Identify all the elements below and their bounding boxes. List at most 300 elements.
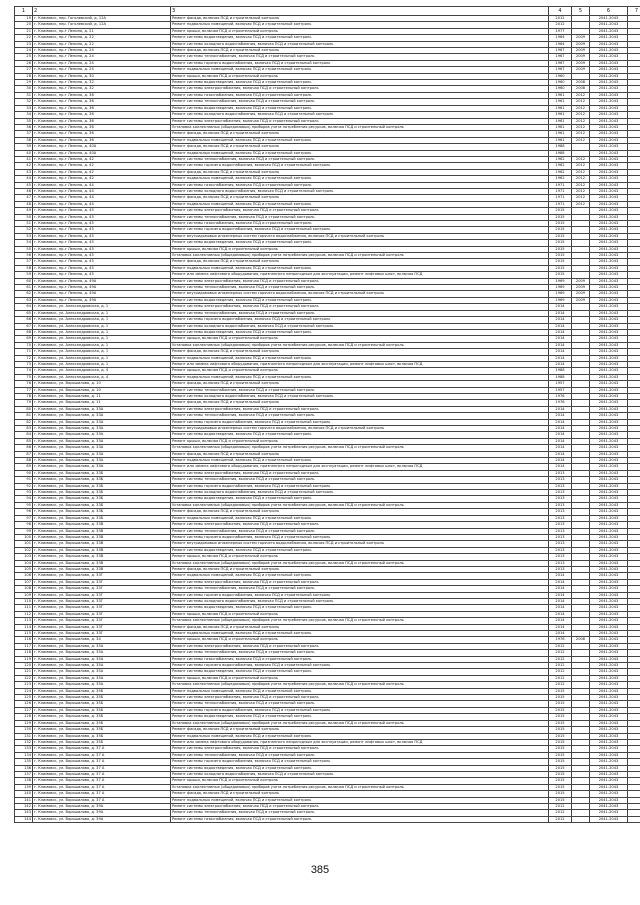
- row-number-cell: 123: [15, 682, 33, 688]
- planned-period-cell: 2041-2043: [590, 592, 628, 598]
- work-type-cell: Ремонт системы электроснабжения, включая ПСД и строительный контроль: [171, 86, 549, 92]
- row-number-cell: 21: [15, 28, 33, 34]
- year-built-cell: 1967: [549, 48, 572, 54]
- address-cell: г. Климовск, пр-т Ленина, д. 36: [33, 112, 171, 118]
- work-type-cell: Ремонт крыши, включая ПСД и строительный контроль: [171, 28, 549, 34]
- planned-period-cell: 2041-2043: [590, 707, 628, 713]
- year-built-cell: 2014: [549, 310, 572, 316]
- row-number-cell: 63: [15, 297, 33, 303]
- year-overhaul-cell: 2012: [572, 92, 590, 98]
- row-number-cell: 120: [15, 663, 33, 669]
- year-built-cell: 2015: [549, 707, 572, 713]
- year-built-cell: 2015: [549, 778, 572, 784]
- address-cell: г. Климовск, ул. Ворошилова, д. 35А: [33, 675, 171, 681]
- address-cell: г. Климовск, ул. Ворошилова, д. 33Б: [33, 496, 171, 502]
- row-number-cell: 139: [15, 784, 33, 790]
- year-built-cell: 1962: [549, 176, 572, 182]
- work-type-cell: Ремонт внутридомовых инженерных систем горячего водоснабжения, включая ПСД и строительный контроль: [171, 541, 549, 547]
- address-cell: г. Климовск, пр-т Ленина, д. 44: [33, 182, 171, 188]
- year-overhaul-cell: 2012: [572, 156, 590, 162]
- work-type-cell: Ремонт крыши, включая ПСД и строительный контроль: [171, 675, 549, 681]
- year-built-cell: 1961: [549, 131, 572, 137]
- planned-period-cell: 2041-2043: [590, 560, 628, 566]
- planned-period-cell: 2041-2043: [590, 496, 628, 502]
- year-built-cell: 1960: [549, 73, 572, 79]
- planned-period-cell: 2041-2043: [590, 60, 628, 66]
- planned-period-cell: 2041-2043: [590, 631, 628, 637]
- planned-period-cell: 2041-2043: [590, 759, 628, 765]
- year-built-cell: 1960: [549, 80, 572, 86]
- planned-period-cell: 2041-2043: [590, 304, 628, 310]
- planned-period-cell: 2041-2043: [590, 637, 628, 643]
- row-number-cell: 39: [15, 144, 33, 150]
- planned-period-cell: 2041-2043: [590, 265, 628, 271]
- row-number-cell: 71: [15, 349, 33, 355]
- address-cell: г. Климовск, пр-т Ленина, д. 36: [33, 124, 171, 130]
- address-cell: г. Климовск, ул. Ворошилова, д. 33Г: [33, 592, 171, 598]
- year-built-cell: 2014: [549, 445, 572, 451]
- year-built-cell: 2014: [549, 624, 572, 630]
- year-built-cell: 2014: [549, 413, 572, 419]
- row-number-cell: 125: [15, 695, 33, 701]
- year-built-cell: 2013: [549, 522, 572, 528]
- work-type-cell: Ремонт системы холодного водоснабжения, включая ПСД и строительный контроль: [171, 393, 549, 399]
- planned-period-cell: 2041-2043: [590, 778, 628, 784]
- planned-period-cell: 2041-2043: [590, 246, 628, 252]
- year-overhaul-cell: 2012: [572, 201, 590, 207]
- work-type-cell: Ремонт системы горячего водоснабжения, включая ПСД и строительный контроль: [171, 317, 549, 323]
- work-type-cell: Ремонт фасада, включая ПСД и строительный контроль: [171, 791, 549, 797]
- year-built-cell: 2015: [549, 240, 572, 246]
- row-number-cell: 29: [15, 80, 33, 86]
- year-built-cell: 1976: [549, 393, 572, 399]
- planned-period-cell: 2041-2043: [590, 35, 628, 41]
- row-number-cell: 37: [15, 131, 33, 137]
- planned-period-cell: 2041-2043: [590, 124, 628, 130]
- row-number-cell: 104: [15, 560, 33, 566]
- planned-period-cell: 2041-2043: [590, 598, 628, 604]
- address-cell: г. Климовск, ул. Ворошилова, д. 35А: [33, 656, 171, 662]
- row-number-cell: 96: [15, 509, 33, 515]
- planned-period-cell: 2041-2043: [590, 150, 628, 156]
- row-number-cell: 44: [15, 176, 33, 182]
- planned-period-cell: 2041-2043: [590, 355, 628, 361]
- planned-period-cell: 2041-2043: [590, 502, 628, 508]
- address-cell: г. Климовск, пр-т Ленина, д. 44: [33, 201, 171, 207]
- address-cell: г. Климовск, ул. Ворошилова, д. 35А: [33, 650, 171, 656]
- column-number-row: [15, 7, 640, 16]
- row-number-cell: 77: [15, 387, 33, 393]
- address-cell: г. Климовск, ул. Ворошилова, д. 33Г: [33, 605, 171, 611]
- row-number-cell: 32: [15, 99, 33, 105]
- work-type-cell: Установка коллективных (общедомовых) приборов учета потребления ресурсов, включая ПСД и строительный контроль: [171, 784, 549, 790]
- address-cell: г. Климовск, ул. Ворошилова, д. 35Б: [33, 714, 171, 720]
- year-built-cell: 2014: [549, 592, 572, 598]
- planned-period-cell: 2041-2043: [590, 80, 628, 86]
- year-built-cell: 2012: [549, 675, 572, 681]
- address-cell: г. Климовск, пр-т Ленина, д. 45: [33, 272, 171, 278]
- year-built-cell: 1988: [549, 144, 572, 150]
- row-number-cell: 38: [15, 137, 33, 143]
- work-type-cell: Ремонт системы водоотведения, включая ПСД и строительный контроль: [171, 432, 549, 438]
- year-built-cell: 2013: [549, 528, 572, 534]
- address-cell: г. Климовск, пр-т Ленина, д. 45: [33, 233, 171, 239]
- row-number-cell: 135: [15, 759, 33, 765]
- work-type-cell: Установка коллективных (общедомовых) приборов учета потребления ресурсов, включая ПСД и строительный контроль: [171, 682, 549, 688]
- year-built-cell: 2015: [549, 746, 572, 752]
- work-type-cell: Ремонт системы электроснабжения, включая ПСД и строительный контроль: [171, 643, 549, 649]
- address-cell: г. Климовск, ул. Ворошилова, д. 33А: [33, 413, 171, 419]
- work-type-cell: Ремонт системы газоснабжения, включая ПСД и строительный контроль: [171, 221, 549, 227]
- work-type-cell: Ремонт крыши, включая ПСД и строительный контроль: [171, 611, 549, 617]
- year-built-cell: 1961: [549, 118, 572, 124]
- address-cell: г. Климовск, ул. Ворошилова, д. 11: [33, 400, 171, 406]
- year-overhaul-cell: 2012: [572, 112, 590, 118]
- year-built-cell: 2015: [549, 272, 572, 278]
- row-number-cell: 20: [15, 22, 33, 28]
- row-number-cell: 52: [15, 227, 33, 233]
- address-cell: г. Климовск, ул. Ворошилова, д. 35Б: [33, 707, 171, 713]
- row-number-cell: 87: [15, 451, 33, 457]
- year-built-cell: 1977: [549, 28, 572, 34]
- planned-period-cell: 2041-2043: [590, 477, 628, 483]
- column-header: 1: [15, 7, 33, 16]
- year-built-cell: 2015: [549, 701, 572, 707]
- page-number: 385: [310, 864, 330, 876]
- year-built-cell: 2013: [549, 515, 572, 521]
- year-overhaul-cell: 2012: [572, 182, 590, 188]
- work-type-cell: Ремонт системы электроснабжения, включая ПСД и строительный контроль: [171, 579, 549, 585]
- work-type-cell: Ремонт системы холодного водоснабжения, включая ПСД и строительный контроль: [171, 188, 549, 194]
- planned-period-cell: 2041-2043: [590, 221, 628, 227]
- planned-period-cell: 2041-2043: [590, 515, 628, 521]
- planned-period-cell: 2041-2043: [590, 201, 628, 207]
- row-number-cell: 79: [15, 400, 33, 406]
- planned-period-cell: 2041-2043: [590, 791, 628, 797]
- year-built-cell: 2015: [549, 253, 572, 259]
- address-cell: г. Климовск, ул. Ворошилова, д. 37 А: [33, 759, 171, 765]
- row-number-cell: 23: [15, 41, 33, 47]
- work-type-cell: Ремонт системы теплоснабжения, включая ПСД и строительный контроль: [171, 285, 549, 291]
- planned-period-cell: 2041-2043: [590, 784, 628, 790]
- address-cell: г. Климовск, ул. Ворошилова, д. 37 А: [33, 784, 171, 790]
- planned-period-cell: 2041-2043: [590, 227, 628, 233]
- planned-period-cell: 2041-2043: [590, 144, 628, 150]
- address-cell: г. Климовск, ул. Ворошилова, д. 39А: [33, 810, 171, 816]
- row-number-cell: 112: [15, 611, 33, 617]
- year-built-cell: 1969: [549, 278, 572, 284]
- row-number-cell: 59: [15, 272, 33, 278]
- planned-period-cell: 2041-2043: [590, 605, 628, 611]
- year-built-cell: 2012: [549, 816, 572, 822]
- work-type-cell: Ремонт системы холодного водоснабжения, включая ПСД и строительный контроль: [171, 598, 549, 604]
- row-number-cell: 101: [15, 541, 33, 547]
- address-cell: г. Климовск, пр-т Ленина, д. 45: [33, 227, 171, 233]
- row-number-cell: 53: [15, 233, 33, 239]
- year-built-cell: 2015: [549, 759, 572, 765]
- row-number-cell: 66: [15, 317, 33, 323]
- planned-period-cell: 2041-2043: [590, 816, 628, 822]
- work-type-cell: Ремонт подвальных помещений, включая ПСД и строительный контроль: [171, 67, 549, 73]
- year-overhaul-cell: 2008: [572, 80, 590, 86]
- year-built-cell: 2012: [549, 22, 572, 28]
- row-number-cell: 27: [15, 67, 33, 73]
- year-built-cell: 1967: [549, 54, 572, 60]
- row-number-cell: 118: [15, 650, 33, 656]
- address-cell: г. Климовск, ул. Ворошилова, д. 33Б: [33, 502, 171, 508]
- work-type-cell: Ремонт фасада, включая ПСД и строительный контроль: [171, 566, 549, 572]
- work-type-cell: Ремонт системы горячего водоснабжения, включая ПСД и строительный контроль: [171, 227, 549, 233]
- row-number-cell: 47: [15, 195, 33, 201]
- row-number-cell: 36: [15, 124, 33, 130]
- address-cell: г. Климовск, ул. Ворошилова, д. 35Б: [33, 695, 171, 701]
- row-number-cell: 127: [15, 707, 33, 713]
- planned-period-cell: 2041-2043: [590, 522, 628, 528]
- planned-period-cell: 2041-2043: [590, 41, 628, 47]
- planned-period-cell: 2041-2043: [590, 156, 628, 162]
- address-cell: г. Климовск, пр-т Ленина, д. 40А: [33, 144, 171, 150]
- year-built-cell: 1962: [549, 169, 572, 175]
- year-built-cell: 2015: [549, 265, 572, 271]
- planned-period-cell: 2041-2043: [590, 342, 628, 348]
- year-built-cell: 1961: [549, 105, 572, 111]
- row-number-cell: 70: [15, 342, 33, 348]
- address-cell: г. Климовск, пр-т Ленина, д. 36: [33, 99, 171, 105]
- address-cell: г. Климовск, ул. Ворошилова, д. 33А: [33, 451, 171, 457]
- year-built-cell: 1971: [549, 201, 572, 207]
- year-built-cell: 1960: [549, 86, 572, 92]
- work-type-cell: Ремонт системы электроснабжения, включая ПСД и строительный контроль: [171, 208, 549, 214]
- work-type-cell: Ремонт подвальных помещений, включая ПСД и строительный контроль: [171, 733, 549, 739]
- planned-period-cell: 2041-2043: [590, 323, 628, 329]
- year-built-cell: 2013: [549, 560, 572, 566]
- table-body: [15, 16, 640, 823]
- year-built-cell: 2014: [549, 419, 572, 425]
- year-built-cell: 2015: [549, 720, 572, 726]
- year-built-cell: 1976: [549, 400, 572, 406]
- work-type-cell: Ремонт подвальных помещений, включая ПСД и строительный контроль: [171, 176, 549, 182]
- address-cell: г. Климовск, ул. Ворошилова, д. 33А: [33, 419, 171, 425]
- planned-period-cell: 2041-2043: [590, 663, 628, 669]
- planned-period-cell: 2041-2043: [590, 349, 628, 355]
- address-cell: г. Климовск, ул. Ворошилова, д. 37 А: [33, 771, 171, 777]
- work-type-cell: Ремонт подвальных помещений, включая ПСД и строительный контроль: [171, 458, 549, 464]
- work-type-cell: Ремонт крыши, включая ПСД и строительный контроль: [171, 778, 549, 784]
- address-cell: г. Климовск, пр-т Ленина, д. 49А: [33, 285, 171, 291]
- year-overhaul-cell: 2008: [572, 637, 590, 643]
- address-cell: г. Климовск, ул. Александровская, д. 1: [33, 317, 171, 323]
- year-overhaul-cell: 2012: [572, 176, 590, 182]
- work-type-cell: Ремонт системы газоснабжения, включая ПСД и строительный контроль: [171, 816, 549, 822]
- work-type-cell: Ремонт фасада, включая ПСД и строительный контроль: [171, 349, 549, 355]
- year-built-cell: 2013: [549, 490, 572, 496]
- year-built-cell: 2015: [549, 688, 572, 694]
- work-type-cell: Ремонт системы водоотведения, включая ПСД и строительный контроль: [171, 80, 549, 86]
- work-type-cell: Ремонт системы теплоснабжения, включая ПСД и строительный контроль: [171, 387, 549, 393]
- planned-period-cell: 2041-2043: [590, 400, 628, 406]
- address-cell: г. Климовск, ул. Ворошилова, д. 33В: [33, 566, 171, 572]
- planned-period-cell: 2041-2043: [590, 406, 628, 412]
- year-built-cell: 2012: [549, 643, 572, 649]
- year-overhaul-cell: 2009: [572, 297, 590, 303]
- row-number-cell: 73: [15, 361, 33, 367]
- work-type-cell: Ремонт подвальных помещений, включая ПСД и строительный контроль: [171, 265, 549, 271]
- address-cell: г. Климовск, ул. Ворошилова, д. 37 А: [33, 746, 171, 752]
- column-header: 2: [33, 7, 171, 16]
- planned-period-cell: 2041-2043: [590, 727, 628, 733]
- year-built-cell: 1967: [549, 60, 572, 66]
- year-built-cell: 1969: [549, 297, 572, 303]
- planned-period-cell: 2041-2043: [590, 188, 628, 194]
- planned-period-cell: 2041-2043: [590, 688, 628, 694]
- year-built-cell: 1967: [549, 67, 572, 73]
- planned-period-cell: 2041-2043: [590, 541, 628, 547]
- year-built-cell: 2013: [549, 496, 572, 502]
- year-built-cell: 2013: [549, 541, 572, 547]
- address-cell: г. Климовск, пр-т Ленина, д. 24: [33, 60, 171, 66]
- row-number-cell: 35: [15, 118, 33, 124]
- planned-period-cell: 2041-2043: [590, 470, 628, 476]
- row-number-cell: 67: [15, 323, 33, 329]
- planned-period-cell: 2041-2043: [590, 387, 628, 393]
- address-cell: г. Климовск, ул. Александровская, д. 1: [33, 361, 171, 367]
- address-cell: г. Климовск, ул. Ворошилова, д. 33Б: [33, 483, 171, 489]
- row-number-cell: 97: [15, 515, 33, 521]
- planned-period-cell: 2041-2043: [590, 547, 628, 553]
- row-number-cell: 25: [15, 54, 33, 60]
- address-cell: г. Климовск, пр-т Ленина, д. 45: [33, 240, 171, 246]
- year-built-cell: 2014: [549, 611, 572, 617]
- work-type-cell: Установка коллективных (общедомовых) приборов учета потребления ресурсов, включая ПСД и строительный контроль: [171, 720, 549, 726]
- work-type-cell: Ремонт системы водоотведения, включая ПСД и строительный контроль: [171, 240, 549, 246]
- year-overhaul-cell: 2009: [572, 285, 590, 291]
- row-number-cell: 51: [15, 221, 33, 227]
- work-type-cell: Ремонт подвальных помещений, включая ПСД и строительный контроль: [171, 137, 549, 143]
- planned-period-cell: 2041-2043: [590, 803, 628, 809]
- year-overhaul-cell: 2012: [572, 131, 590, 137]
- address-cell: г. Климовск, ул. Ворошилова, д. 35А: [33, 669, 171, 675]
- work-type-cell: Ремонт системы горячего водоснабжения, включая ПСД и строительный контроль: [171, 663, 549, 669]
- year-built-cell: 2014: [549, 579, 572, 585]
- work-type-cell: Ремонт системы теплоснабжения, включая ПСД и строительный контроль: [171, 54, 549, 60]
- column-header: 4: [549, 7, 572, 16]
- row-number-cell: 95: [15, 502, 33, 508]
- row-number-cell: 117: [15, 643, 33, 649]
- year-overhaul-cell: 2012: [572, 169, 590, 175]
- address-cell: г. Климовск, ул. Александровская, д. 1: [33, 323, 171, 329]
- year-built-cell: 1961: [549, 112, 572, 118]
- year-overhaul-cell: 2009: [572, 54, 590, 60]
- row-number-cell: 60: [15, 278, 33, 284]
- year-built-cell: 1961: [549, 124, 572, 130]
- row-number-cell: 78: [15, 393, 33, 399]
- year-built-cell: 2015: [549, 233, 572, 239]
- work-type-cell: Ремонт системы холодного водоснабжения, включая ПСД и строительный контроль: [171, 112, 549, 118]
- address-cell: г. Климовск, ул. Ворошилова, д. 33В: [33, 547, 171, 553]
- work-type-cell: Установка коллективных (общедомовых) приборов учета потребления ресурсов, включая ПСД и строительный контроль: [171, 618, 549, 624]
- year-built-cell: 2012: [549, 650, 572, 656]
- column-header: 7: [628, 7, 640, 16]
- work-type-cell: Ремонт или замена лифтового оборудования, признанного непригодным для эксплуатации, ремонт лифтовых шахт, включая ПСД: [171, 361, 549, 367]
- work-type-cell: Ремонт подвальных помещений, включая ПСД и строительный контроль: [171, 515, 549, 521]
- document-page: [14, 6, 639, 823]
- column-header: 5: [572, 7, 590, 16]
- work-type-cell: Ремонт внутридомовых инженерных систем горячего водоснабжения, включая ПСД и строительный контроль: [171, 291, 549, 297]
- work-type-cell: Ремонт системы теплоснабжения, включая ПСД и строительный контроль: [171, 752, 549, 758]
- address-cell: г. Климовск, ул. Ворошилова, д. 33Г: [33, 598, 171, 604]
- planned-period-cell: 2041-2043: [590, 329, 628, 335]
- work-type-cell: Установка коллективных (общедомовых) приборов учета потребления ресурсов, включая ПСД и строительный контроль: [171, 124, 549, 130]
- row-number-cell: 107: [15, 579, 33, 585]
- address-cell: г. Климовск, пр-т Ленина, д. 45: [33, 259, 171, 265]
- work-type-cell: Ремонт системы теплоснабжения, включая ПСД и строительный контроль: [171, 310, 549, 316]
- year-built-cell: 2015: [549, 259, 572, 265]
- work-type-cell: Ремонт подвальных помещений, включая ПСД и строительный контроль: [171, 22, 549, 28]
- row-number-cell: 84: [15, 432, 33, 438]
- planned-period-cell: 2041-2043: [590, 675, 628, 681]
- row-number-cell: 93: [15, 490, 33, 496]
- year-built-cell: 1957: [549, 381, 572, 387]
- year-overhaul-cell: 2009: [572, 48, 590, 54]
- year-built-cell: 2015: [549, 727, 572, 733]
- year-built-cell: 1961: [549, 137, 572, 143]
- planned-period-cell: 2041-2043: [590, 163, 628, 169]
- row-number-cell: 86: [15, 445, 33, 451]
- address-cell: г. Климовск, ул. Ворошилова, д. 37 А: [33, 752, 171, 758]
- work-type-cell: Ремонт системы электроснабжения, включая ПСД и строительный контроль: [171, 746, 549, 752]
- row-number-cell: 102: [15, 547, 33, 553]
- row-number-cell: 116: [15, 637, 33, 643]
- work-type-cell: Ремонт подвальных помещений, включая ПСД и строительный контроль: [171, 374, 549, 380]
- year-built-cell: 2015: [549, 765, 572, 771]
- row-number-cell: 82: [15, 419, 33, 425]
- work-type-cell: Ремонт подвальных помещений, включая ПСД и строительный контроль: [171, 688, 549, 694]
- work-type-cell: Ремонт системы водоотведения, включая ПСД и строительный контроль: [171, 605, 549, 611]
- year-built-cell: 1957: [549, 387, 572, 393]
- planned-period-cell: 2041-2043: [590, 169, 628, 175]
- address-cell: г. Климовск, пр-т Ленина, д. 24: [33, 48, 171, 54]
- year-built-cell: 1969: [549, 291, 572, 297]
- address-cell: г. Климовск, ул. Александровская, д. 1: [33, 342, 171, 348]
- work-type-cell: Ремонт крыши, включая ПСД и строительный контроль: [171, 246, 549, 252]
- row-number-cell: 121: [15, 669, 33, 675]
- row-number-cell: 108: [15, 586, 33, 592]
- row-number-cell: 92: [15, 483, 33, 489]
- address-cell: г. Климовск, пр-т Ленина, д. 45: [33, 265, 171, 271]
- work-type-cell: Ремонт системы горячего водоснабжения, включая ПСД и строительный контроль: [171, 163, 549, 169]
- address-cell: г. Климовск, ул. Ворошилова, д. 33Б: [33, 470, 171, 476]
- year-built-cell: 2015: [549, 221, 572, 227]
- year-built-cell: 2014: [549, 598, 572, 604]
- row-number-cell: 72: [15, 355, 33, 361]
- year-overhaul-cell: 2012: [572, 195, 590, 201]
- row-number-cell: 99: [15, 528, 33, 534]
- planned-period-cell: 2041-2043: [590, 618, 628, 624]
- year-overhaul-cell: 2012: [572, 118, 590, 124]
- row-number-cell: 89: [15, 464, 33, 470]
- planned-period-cell: 2041-2043: [590, 259, 628, 265]
- work-type-cell: Ремонт подвальных помещений, включая ПСД и строительный контроль: [171, 150, 549, 156]
- year-built-cell: 2013: [549, 502, 572, 508]
- year-built-cell: 2015: [549, 227, 572, 233]
- planned-period-cell: 2041-2043: [590, 746, 628, 752]
- row-number-cell: 75: [15, 374, 33, 380]
- work-type-cell: Ремонт системы горячего водоснабжения, включая ПСД и строительный контроль: [171, 759, 549, 765]
- address-cell: г. Климовск, пер. Гоголевский, д. 12А: [33, 16, 171, 22]
- address-cell: г. Климовск, пр-т Ленина, д. 45: [33, 214, 171, 220]
- work-type-cell: Ремонт системы электроснабжения, включая ПСД и строительный контроль: [171, 118, 549, 124]
- address-cell: г. Климовск, ул. Ворошилова, д. 33А: [33, 438, 171, 444]
